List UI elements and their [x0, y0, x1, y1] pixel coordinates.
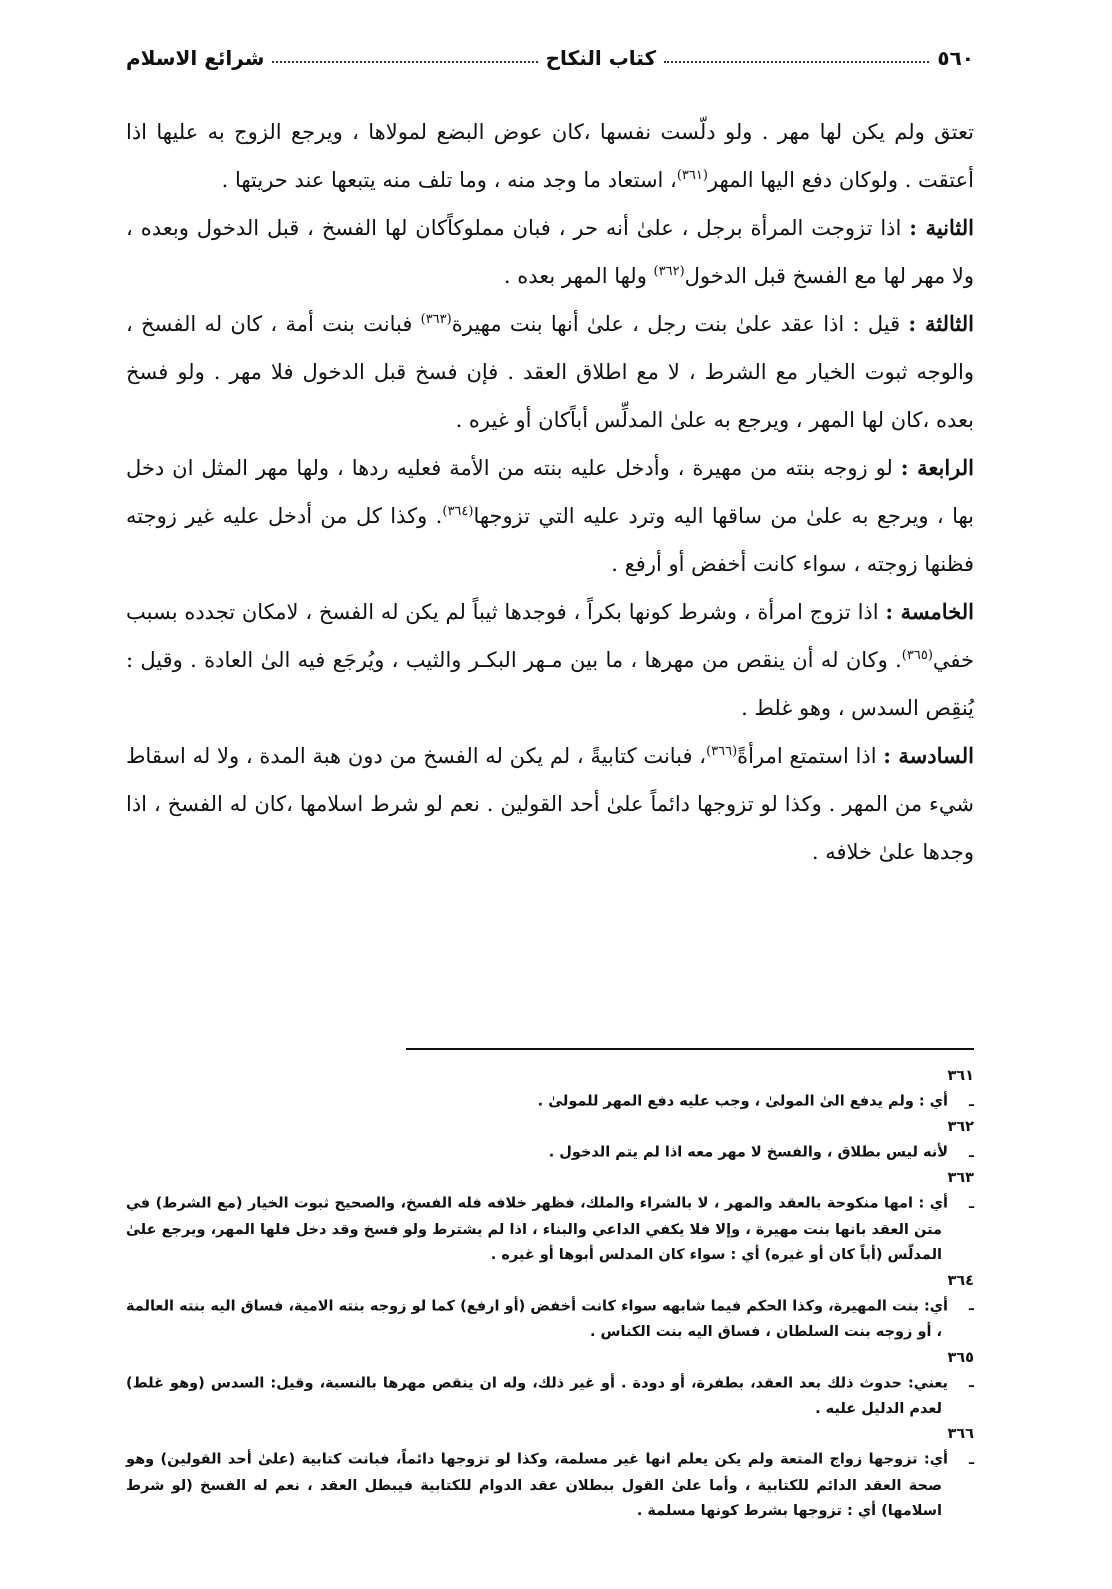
- footnote-number: ٣٦١ ـ: [947, 1068, 974, 1110]
- footnote-ref: (٣٦٦): [706, 744, 738, 759]
- footnote-separator: [406, 1048, 974, 1050]
- footnote-text: يعني: حدوث ذلك بعد العقد، بطفرة، أو دودة . أو غير ذلك، وله ان ينقص مهرها بالنسبة، وقيل: السدس (وهو غلط) لعدم الدليل عليه .: [126, 1375, 948, 1417]
- footnote-text: لأنه ليس بطلاق ، والفسخ لا مهر معه اذا لم يتم الدخول .: [548, 1144, 948, 1161]
- footnote: [126, 1269, 974, 1346]
- footnote: [126, 1346, 974, 1423]
- footnote: [126, 1064, 974, 1115]
- footnote-number: ٣٦٣ ـ: [947, 1170, 974, 1212]
- footnote-ref: (٣٦٤): [442, 504, 474, 519]
- issue-heading: السادسة :: [883, 743, 974, 768]
- paragraph: [126, 108, 974, 204]
- footnote-text: أي: تزوجها زواج المتعة ولم يكن يعلم انها غير مسلمة، وكذا لو تزوجها دائماً، فبانت كتابية (علىٰ أحد القولين) وهو صحة العقد الدائم للكتابية ، وأما علىٰ القول ببطلان عقد الدوام للكتابية فيبطل العقد ، نعم له الفسخ (لو شرط اسلامها) أي : تزوجها بشرط كونها مسلمة .: [126, 1451, 948, 1520]
- footnote-ref: (٣٦١): [676, 168, 708, 183]
- issue-heading: الثالثة :: [908, 311, 974, 336]
- paragraph-text: ولها المهر بعده .: [503, 264, 654, 288]
- footnote-ref: (٣٦٣): [420, 312, 452, 327]
- footnotes: [126, 1064, 974, 1525]
- issue-heading: الخامسة :: [885, 599, 974, 624]
- chapter-title: كتاب النكاح: [545, 46, 657, 70]
- paragraph: [126, 300, 974, 444]
- paragraph-text: تعتق ولم يكن لها مهر . ولو دلّست نفسها ،كان عوض البضع لمولاها ، ويرجع الزوج به عليها اذا أعتقت . ولوكان دفع اليها المهر: [126, 120, 974, 192]
- paragraph: [126, 444, 974, 588]
- paragraph: [126, 732, 974, 876]
- footnote: [126, 1422, 974, 1524]
- paragraph-text: ، استعاد ما وجد منه ، وما تلف منه يتبعها عند حريتها .: [221, 168, 677, 192]
- issue-heading: الثانية :: [909, 215, 974, 240]
- issue-heading: الرابعة :: [900, 455, 974, 480]
- footnote-text: أي : امها منكوحة بالعقد والمهر ، لا بالشراء والملك، فظهر خلافه فله الفسخ، والصحيح ثبوت الخيار (مع الشرط) في متن العقد بانها بنت مهيرة ، وإلا فلا يكفي الداعي والبناء ، اذا لم يشترط ولو فسخ وقد دخل فلها المهر، ويرجع علىٰ المدلّس (أباً كان أو غيره) أي : سواء كان المدلس أبوها أو غيره .: [126, 1195, 948, 1264]
- paragraph-text: اذا استمتع امرأةً: [737, 744, 884, 768]
- footnote: [126, 1166, 974, 1268]
- footnote-ref: (٣٦٢): [653, 264, 685, 279]
- footnote-text: أي: بنت المهيرة، وكذا الحكم فيما شابهه سواء كانت أخفض (أو ارفع) كما لو زوجه بنته الامية، فساق اليه بنته العالمة ، أو زوجه بنت السلطان ، فساق اليه بنت الكناس .: [126, 1298, 948, 1340]
- header-divider-dots: [664, 61, 929, 63]
- paragraph: [126, 204, 974, 300]
- main-text: [126, 108, 974, 876]
- footnote-number: ٣٦٤ ـ: [947, 1272, 974, 1315]
- paragraph-text: لو زوجه بنته من مهيرة ، وأدخل عليه بنته من الأمة فعليه ردها ، ولها مهر المثل ان دخل بها ، ويرجع به علىٰ من ساقها اليه وترد عليه التي تزوجها: [126, 456, 974, 528]
- header-divider-dots: [272, 61, 537, 63]
- paragraph-text: ، فبانت كتابيةً ، لم يكن له الفسخ من دون هبة المدة ، ولا له اسقاط شيء من المهر . وكذا لو تزوجها دائماً علىٰ أحد القولين . نعم لو شرط اسلامها ،كان له الفسخ ، اذا وجدها علىٰ خلافه .: [126, 744, 974, 864]
- page-number: ٥٦٠: [937, 46, 974, 70]
- footnote-number: ٣٦٢ ـ: [947, 1119, 974, 1161]
- paragraph-text: اذا تزوج امرأة ، وشرط كونها بكراً ، فوجدها ثيباً لم يكن له الفسخ ، لامكان تجدده بسبب خفي: [126, 600, 974, 672]
- page-header: [126, 42, 974, 74]
- paragraph-text: . وكذا كل من أدخل عليه غير زوجته فظنها زوجته ، سواء كانت أخفض أو أرفع .: [126, 504, 974, 576]
- footnote-number: ٣٦٦ ـ: [947, 1426, 974, 1468]
- paragraph-text: قيل : اذا عقد علىٰ بنت رجل ، علىٰ أنها بنت مهيرة: [451, 312, 909, 336]
- footnote: [126, 1115, 974, 1166]
- paragraph: [126, 588, 974, 732]
- book-title: شرائع الاسلام: [126, 46, 265, 70]
- footnote-number: ٣٦٥ ـ: [947, 1349, 974, 1392]
- footnote-text: أي : ولم يدفع الىٰ المولىٰ ، وجب عليه دفع المهر للمولىٰ .: [537, 1093, 948, 1110]
- paragraph-text: اذا تزوجت المرأة برجل ، علىٰ أنه حر ، فبان مملوكاًكان لها الفسخ ، قبل الدخول وبعده ، ولا مهر لها مع الفسخ قبل الدخول: [126, 216, 974, 288]
- paragraph-text: فبانت بنت أمة ، كان له الفسخ ، والوجه ثبوت الخيار مع الشرط ، لا مع اطلاق العقد . فإن فسخ قبل الدخول فلا مهر . ولو فسخ بعده ،كان لها المهر ، ويرجع به علىٰ المدلِّس أباًكان أو غيره .: [126, 312, 974, 432]
- paragraph-text: . وكان له أن ينقص من مهرها ، ما بين مـهر البكـر والثيب ، ويُرجَع فيه الىٰ العادة . وقيل : يُنقِص السدس ، وهو غلط .: [126, 648, 974, 720]
- footnote-ref: (٣٦٥): [901, 648, 933, 663]
